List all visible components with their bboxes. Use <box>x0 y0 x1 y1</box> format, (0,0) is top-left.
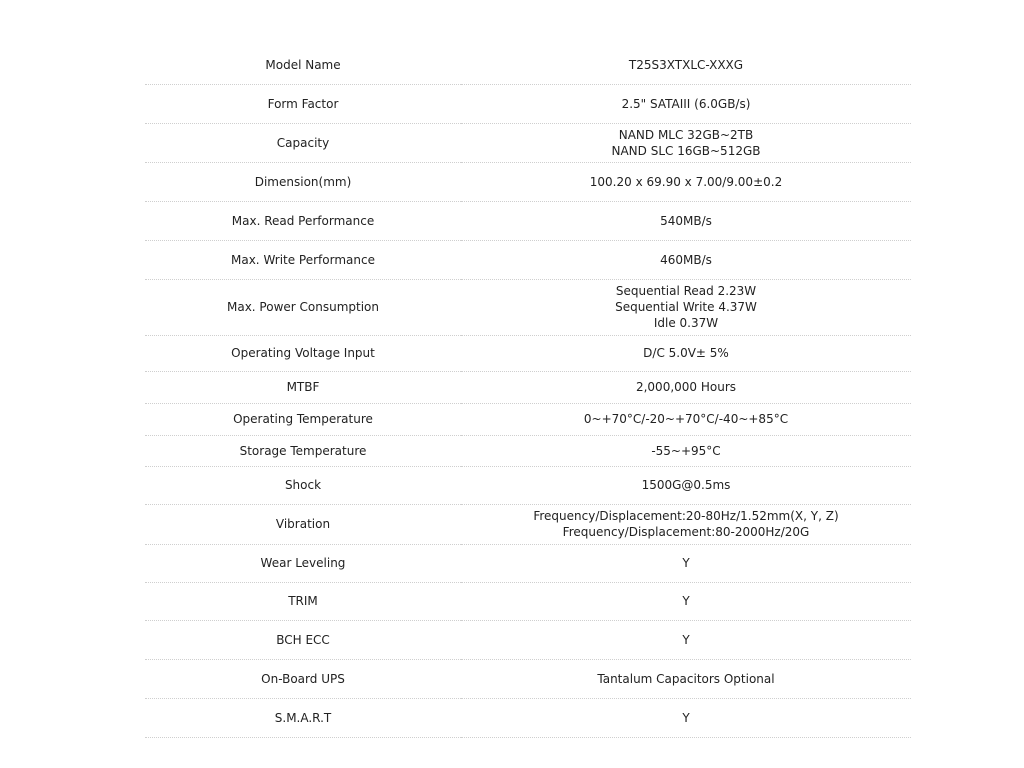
spec-row <box>145 403 911 435</box>
spec-label: MTBF <box>145 371 461 403</box>
spec-value-line: Y <box>682 594 690 608</box>
spec-value-line: Tantalum Capacitors Optional <box>597 671 775 686</box>
spec-value <box>461 123 911 162</box>
spec-value-line: Y <box>682 632 690 647</box>
spec-value <box>461 582 911 620</box>
spec-value <box>461 698 911 737</box>
spec-row <box>145 659 911 698</box>
spec-value <box>461 201 911 240</box>
spec-value-line: T25S3XTXLC-XXXG <box>628 57 744 72</box>
spec-row <box>145 123 911 162</box>
spec-value <box>461 620 911 659</box>
spec-value-line: NAND MLC 32GB~2TB <box>618 127 754 142</box>
spec-table-body <box>145 46 911 737</box>
spec-value <box>461 371 911 403</box>
spec-value <box>461 84 911 123</box>
spec-value <box>461 403 911 435</box>
spec-label: BCH ECC <box>145 620 461 659</box>
spec-value <box>461 435 911 466</box>
spec-value-line: NAND SLC 16GB~512GB <box>611 143 761 158</box>
spec-label: Storage Temperature <box>145 435 461 466</box>
spec-value <box>461 279 911 335</box>
spec-value-line: Sequential Read 2.23W <box>615 284 757 298</box>
spec-row <box>145 466 911 504</box>
spec-label: Form Factor <box>145 84 461 123</box>
spec-value-line: Y <box>682 710 690 725</box>
spec-label: Model Name <box>145 46 461 84</box>
spec-label: Max. Read Performance <box>145 201 461 240</box>
spec-value <box>461 162 911 201</box>
spec-row <box>145 46 911 84</box>
spec-value-line: D/C 5.0V± 5% <box>643 346 729 360</box>
spec-value-line: 2.5" SATAIII (6.0GB/s) <box>621 96 751 111</box>
spec-value-line: 540MB/s <box>660 213 712 228</box>
spec-label: Dimension(mm) <box>145 162 461 201</box>
spec-value-line: -55~+95°C <box>651 443 721 458</box>
spec-label: Max. Write Performance <box>145 240 461 279</box>
spec-value-line: 2,000,000 Hours <box>635 380 737 394</box>
spec-row <box>145 201 911 240</box>
spec-row <box>145 240 911 279</box>
spec-row <box>145 435 911 466</box>
spec-row <box>145 504 911 544</box>
spec-label: Max. Power Consumption <box>145 279 461 335</box>
spec-row <box>145 698 911 737</box>
spec-value-line: Frequency/Displacement:20-80Hz/1.52mm(X, Y, Z) <box>533 509 839 523</box>
spec-value <box>461 504 911 544</box>
spec-label: Shock <box>145 466 461 504</box>
spec-row <box>145 371 911 403</box>
spec-value <box>461 659 911 698</box>
spec-value <box>461 335 911 371</box>
spec-value-line: Frequency/Displacement:80-2000Hz/20G <box>562 525 810 539</box>
spec-value-line: 1500G@0.5ms <box>641 478 731 492</box>
spec-row <box>145 582 911 620</box>
spec-label: Wear Leveling <box>145 544 461 582</box>
spec-label: Operating Voltage Input <box>145 335 461 371</box>
spec-value-line: Idle 0.37W <box>653 316 719 330</box>
spec-label: Operating Temperature <box>145 403 461 435</box>
spec-value-line: Y <box>682 556 690 570</box>
spec-value <box>461 46 911 84</box>
spec-value-line: Sequential Write 4.37W <box>615 300 757 314</box>
spec-row <box>145 335 911 371</box>
spec-table <box>145 46 911 738</box>
spec-label: TRIM <box>145 582 461 620</box>
spec-value <box>461 240 911 279</box>
spec-value <box>461 544 911 582</box>
spec-label: Vibration <box>145 504 461 544</box>
spec-row <box>145 544 911 582</box>
spec-label: Capacity <box>145 123 461 162</box>
spec-row <box>145 279 911 335</box>
spec-value-line: 460MB/s <box>660 252 712 267</box>
spec-value-line: 0~+70°C/-20~+70°C/-40~+85°C <box>583 412 789 426</box>
spec-label: S.M.A.R.T <box>145 698 461 737</box>
spec-row <box>145 620 911 659</box>
spec-value-line: 100.20 x 69.90 x 7.00/9.00±0.2 <box>589 174 783 189</box>
spec-value <box>461 466 911 504</box>
spec-row <box>145 162 911 201</box>
spec-row <box>145 84 911 123</box>
spec-label: On-Board UPS <box>145 659 461 698</box>
